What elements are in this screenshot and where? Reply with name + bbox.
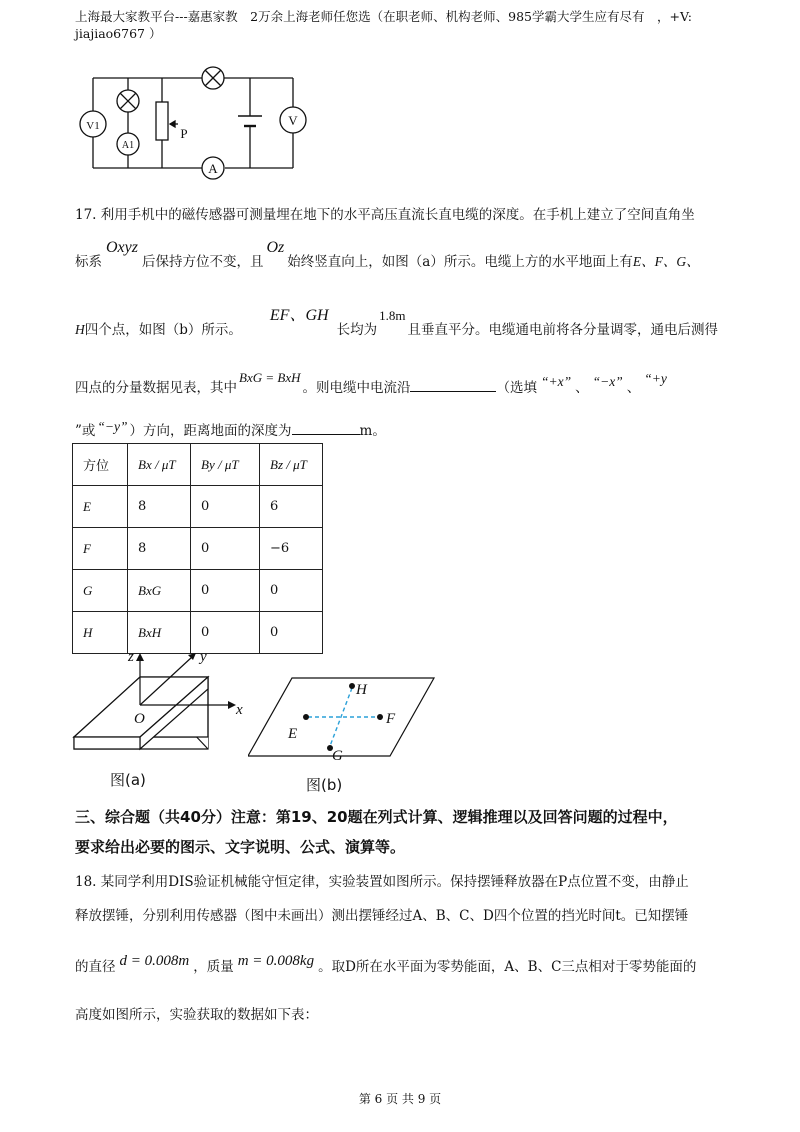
q17-line-2: 标系Oxyz后保持方位不变，且Oz始终竖直向上，如图（a）所示。电缆上方的水平地面上有E、F、G、 [75, 239, 700, 270]
q17-line-3: H四个点，如图（b）所示。EF、GH长均为1.8m且垂直平分。电缆通电前将各分量调零，通电后测得 [75, 307, 718, 338]
axis-y-label: y [200, 649, 207, 665]
voltmeter-v1-label: V1 [86, 120, 100, 132]
point-g-label: G [332, 748, 343, 764]
page-header [75, 8, 735, 42]
axis-z-label: z [128, 649, 134, 665]
figure-b-ground-points [248, 670, 448, 800]
table-header-cell: 方位 [73, 444, 128, 486]
circuit-diagram [70, 58, 330, 188]
answer-blank-direction[interactable] [410, 391, 496, 392]
section-3-line-1: 三、综合题（共40分）注意：第19、20题在列式计算、逻辑推理以及回答问题的过程中， [75, 808, 678, 826]
table-row: E 8 0 6 [73, 486, 323, 528]
table-header-cell: By / μT [191, 444, 260, 486]
slider-p-label: P [180, 126, 188, 141]
table-row: F 8 0 −6 [73, 528, 323, 570]
field-data-table [72, 443, 323, 654]
answer-blank-depth[interactable] [292, 434, 360, 435]
ammeter-a1-label: A1 [121, 140, 135, 151]
table-header-cell: Bx / μT [128, 444, 191, 486]
q17-line-1: 17. 利用手机中的磁传感器可测量埋在地下的水平高压直流长直电缆的深度。在手机上建立了空间直角坐 [75, 207, 695, 223]
q18-line-4: 高度如图所示，实验获取的数据如下表： [75, 1007, 318, 1023]
q17-line-5: ”或 “−y” ）方向，距离地面的深度为 m。 [75, 419, 386, 439]
q18-line-1: 18. 某同学利用DIS验证机械能守恒定律，实验装置如图所示。保持摆锤释放器在P点位置不变，由静止 [75, 874, 689, 890]
voltmeter-v-label: V [288, 113, 298, 128]
section-3-line-2: 要求给出必要的图示、文字说明、公式、演算等。 [75, 838, 406, 856]
figure-a-coordinate-phone [70, 645, 260, 795]
figure-a-caption: 图(a) [110, 771, 146, 789]
point-e-label: E [288, 726, 298, 742]
origin-label: O [134, 711, 145, 727]
q18-line-2: 释放摆锤，分别利用传感器（图中未画出）测出摆锤经过A、B、C、D四个位置的挡光时间t。已知摆锤 [75, 908, 689, 924]
ammeter-a-label: A [208, 161, 218, 176]
table-row: G BxG 0 0 [73, 570, 323, 612]
q17-line-4: 四点的分量数据见表，其中BxG = BxH。则电缆中电流沿 （选填 “+x” 、 “−x” 、“+y [75, 370, 667, 396]
point-f-label: F [386, 711, 396, 727]
header-line-2: jiajiao6767 ） [75, 26, 162, 41]
header-line-1: 上海最大家教平台---嘉惠家教 2万余上海老师任您选（在职老师、机构老师、985学霸大学生应有尽有 ，+V: [75, 9, 692, 24]
q18-line-3: 的直径 d = 0.008m ，质量 m = 0.008kg 。取D所在水平面为零势能面，A、B、C三点相对于零势能面的 [75, 953, 697, 975]
table-row: H BxH 0 0 [73, 612, 323, 654]
point-h-label: H [356, 682, 367, 698]
figure-b-caption: 图(b) [306, 776, 343, 794]
table-header-cell: Bz / μT [260, 444, 323, 486]
page-footer: 第 6 页 共 9 页 [358, 1092, 442, 1106]
axis-x-label: x [236, 702, 243, 718]
table-header-row [73, 444, 323, 486]
